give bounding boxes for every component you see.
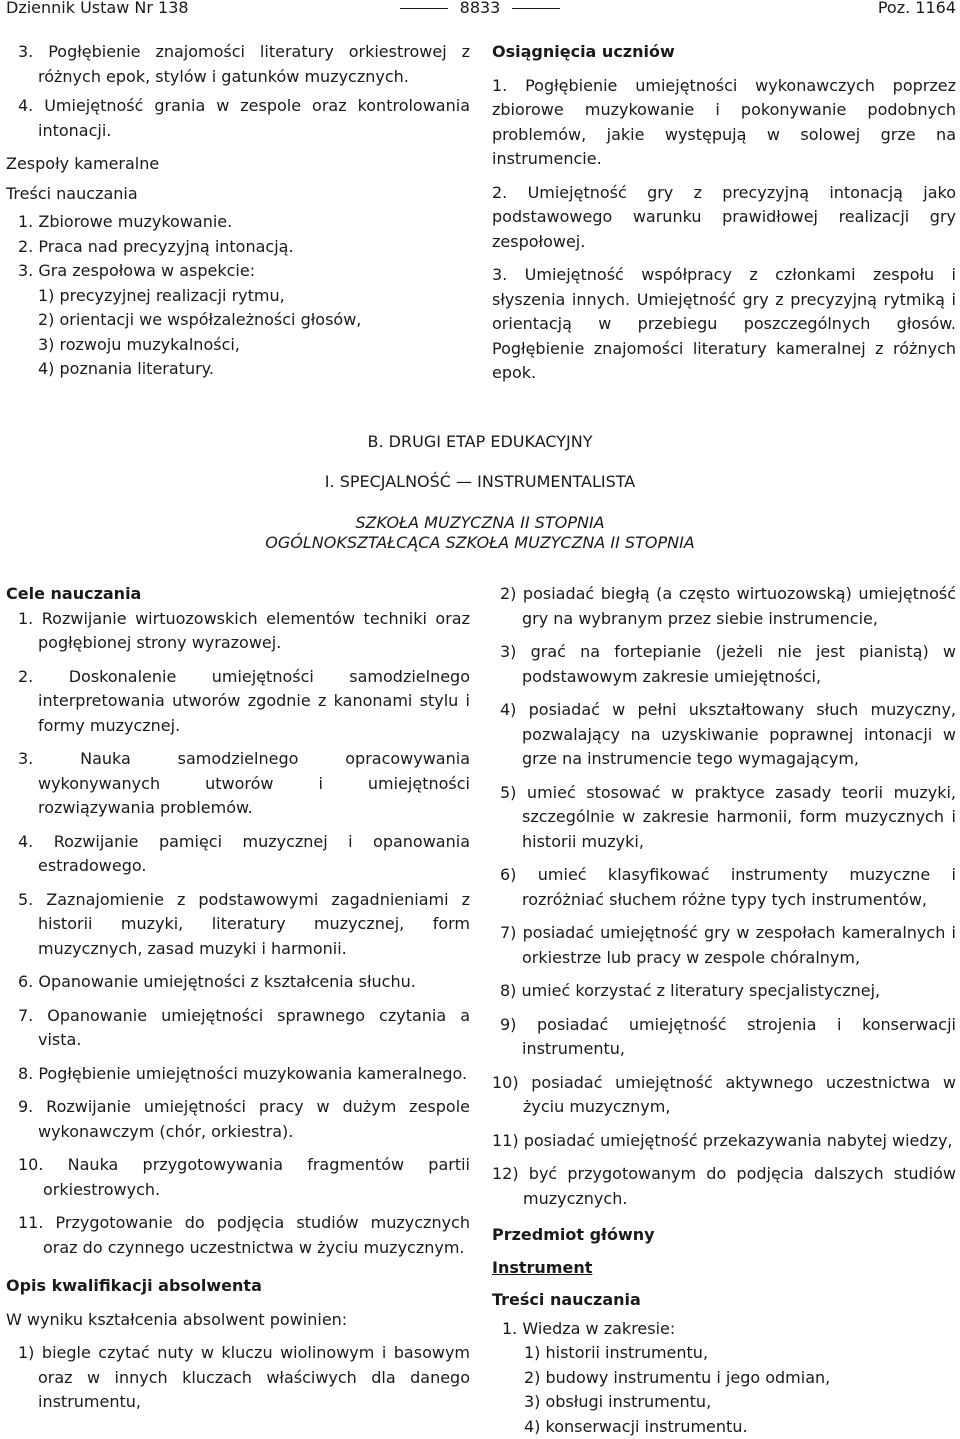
page-number-wrapper <box>0 0 960 16</box>
running-header <box>0 0 960 20</box>
skill-item-7: 7) posiadać umiejętność gry w zespołach kameralnych i orkiestrze lub pracy w zespole chóralnym, <box>492 921 956 970</box>
achievement-item-2: 2. Umiejętność gry z precyzyjną intonacją jako podstawowego warunku prawidłowej realizacji gry zespołowej. <box>492 181 956 255</box>
subheading-content: Treści nauczania <box>6 182 470 207</box>
position-number: Poz. 1164 <box>878 0 956 16</box>
achievement-item-1: 1. Pogłębienie umiejętności wykonawczych poprzez zbiorowe muzykowanie i pokonywanie podobnych problemów, jakie występują w solowej grze na instrumencie. <box>492 74 956 172</box>
goal-item-5: 5. Zaznajomienie z podstawowymi zagadnieniami z historii muzyki, literatury muzycznej, form muzycznych, zasad muzyki i harmonii. <box>6 888 470 962</box>
goal-item-8: 8. Pogłębienie umiejętności muzykowania kameralnego. <box>6 1062 470 1087</box>
section-heading-qualifications: Opis kwalifikacji absolwenta <box>6 1274 470 1299</box>
goal-item-4: 4. Rozwijanie pamięci muzycznej i opanowania estradowego. <box>6 830 470 879</box>
section-heading-chamber: Zespoły kameralne <box>6 152 470 177</box>
aspect-item-2: 2) orientacji we współzależności głosów, <box>6 308 470 333</box>
skill-item-2: 2) posiadać biegłą (a często wirtuozowską) umiejętność gry na wybranym przez siebie instrumencie, <box>492 582 956 631</box>
goal-item-7: 7. Opanowanie umiejętności sprawnego czytania a vista. <box>6 1004 470 1053</box>
school-heading-1: SZKOŁA MUZYCZNA II STOPNIA <box>0 513 960 532</box>
section-heading-content: Treści nauczania <box>492 1288 956 1313</box>
dash-right <box>512 8 560 9</box>
top-right-column <box>492 40 956 386</box>
orchestra-item-3: 3. Pogłębienie znajomości literatury orkiestrowej z różnych epok, stylów i gatunków muzycznych. <box>6 40 470 89</box>
knowledge-sub-4: 4) konserwacji instrumentu. <box>492 1415 956 1439</box>
qualifications-intro: W wyniku kształcenia absolwent powinien: <box>6 1308 470 1333</box>
specialty-heading: I. SPECJALNOŚĆ — INSTRUMENTALISTA <box>0 472 960 491</box>
section-heading-achievements: Osiągnięcia uczniów <box>492 40 956 65</box>
goal-item-6: 6. Opanowanie umiejętności z kształcenia słuchu. <box>6 970 470 995</box>
page-number: 8833 <box>460 0 501 17</box>
school-heading-2: OGÓLNOKSZTAŁCĄCA SZKOŁA MUZYCZNA II STOPNIA <box>0 533 960 552</box>
goal-item-1: 1. Rozwijanie wirtuozowskich elementów techniki oraz pogłębionej strony wyrazowej. <box>6 607 470 656</box>
knowledge-item: 1. Wiedza w zakresie: <box>492 1317 956 1342</box>
goal-item-11: 11. Przygotowanie do podjęcia studiów muzycznych oraz do czynnego uczestnictwa w życiu muzycznym. <box>6 1211 470 1260</box>
journal-title: Dziennik Ustaw Nr 138 <box>6 0 189 16</box>
section-heading-goals: Cele nauczania <box>6 582 470 607</box>
bottom-right-column <box>492 582 956 1439</box>
goal-item-9: 9. Rozwijanie umiejętności pracy w dużym zespole wykonawczym (chór, orkiestra). <box>6 1095 470 1144</box>
goal-item-3: 3. Nauka samodzielnego opracowywania wykonywanych utworów i umiejętności rozwiązywania problemów. <box>6 747 470 821</box>
goal-item-2: 2. Doskonalenie umiejętności samodzielnego interpretowania utworów zgodnie z kanonami stylu i formy muzycznej. <box>6 665 470 739</box>
dash-left <box>400 8 448 9</box>
skill-item-6: 6) umieć klasyfikować instrumenty muzyczne i rozróżniać słuchem różne typy tych instrumentów, <box>492 863 956 912</box>
aspect-item-4: 4) poznania literatury. <box>6 357 470 382</box>
skill-item-5: 5) umieć stosować w praktyce zasady teorii muzyki, szczególnie w zakresie harmonii, form muzycznych i historii muzyki, <box>492 781 956 855</box>
content-item-3: 3. Gra zespołowa w aspekcie: <box>6 259 470 284</box>
achievement-item-3: 3. Umiejętność współpracy z członkami zespołu i słyszenia innych. Umiejętność gry z precyzyjną rytmiką i orientacją w przebiegu poszczególnych głosów. Pogłębienie znajomości literatury kameralnej z różnych epok. <box>492 263 956 386</box>
knowledge-sub-3: 3) obsługi instrumentu, <box>492 1390 956 1415</box>
top-left-column <box>6 40 470 382</box>
stage-heading: B. DRUGI ETAP EDUKACYJNY <box>0 432 960 451</box>
skill-item-10: 10) posiadać umiejętność aktywnego uczestnictwa w życiu muzycznym, <box>492 1071 956 1120</box>
skill-item-9: 9) posiadać umiejętność strojenia i konserwacji instrumentu, <box>492 1013 956 1062</box>
goal-item-10: 10. Nauka przygotowywania fragmentów partii orkiestrowych. <box>6 1153 470 1202</box>
skill-item-12: 12) być przygotowanym do podjęcia dalszych studiów muzycznych. <box>492 1162 956 1211</box>
skill-item-1: 1) biegle czytać nuty w kluczu wiolinowym i basowym oraz w innych kluczach właściwych dla danego instrumentu, <box>6 1341 470 1415</box>
skill-item-11: 11) posiadać umiejętność przekazywania nabytej wiedzy, <box>492 1129 956 1154</box>
section-heading-instrument: Instrument <box>492 1256 956 1281</box>
section-heading-main-subject: Przedmiot główny <box>492 1223 956 1248</box>
content-item-1: 1. Zbiorowe muzykowanie. <box>6 210 470 235</box>
knowledge-sub-2: 2) budowy instrumentu i jego odmian, <box>492 1366 956 1391</box>
skill-item-3: 3) grać na fortepianie (jeżeli nie jest pianistą) w podstawowym zakresie umiejętności, <box>492 640 956 689</box>
skill-item-4: 4) posiadać w pełni ukształtowany słuch muzyczny, pozwalający na uzyskiwanie poprawnej intonacji w grze na instrumencie tego wymagającym, <box>492 698 956 772</box>
knowledge-sub-1: 1) historii instrumentu, <box>492 1341 956 1366</box>
skill-item-8: 8) umieć korzystać z literatury specjalistycznej, <box>492 979 956 1004</box>
orchestra-item-4: 4. Umiejętność grania w zespole oraz kontrolowania intonacji. <box>6 94 470 143</box>
content-item-2: 2. Praca nad precyzyjną intonacją. <box>6 235 470 260</box>
aspect-item-3: 3) rozwoju muzykalności, <box>6 333 470 358</box>
bottom-left-column <box>6 582 470 1415</box>
aspect-item-1: 1) precyzyjnej realizacji rytmu, <box>6 284 470 309</box>
